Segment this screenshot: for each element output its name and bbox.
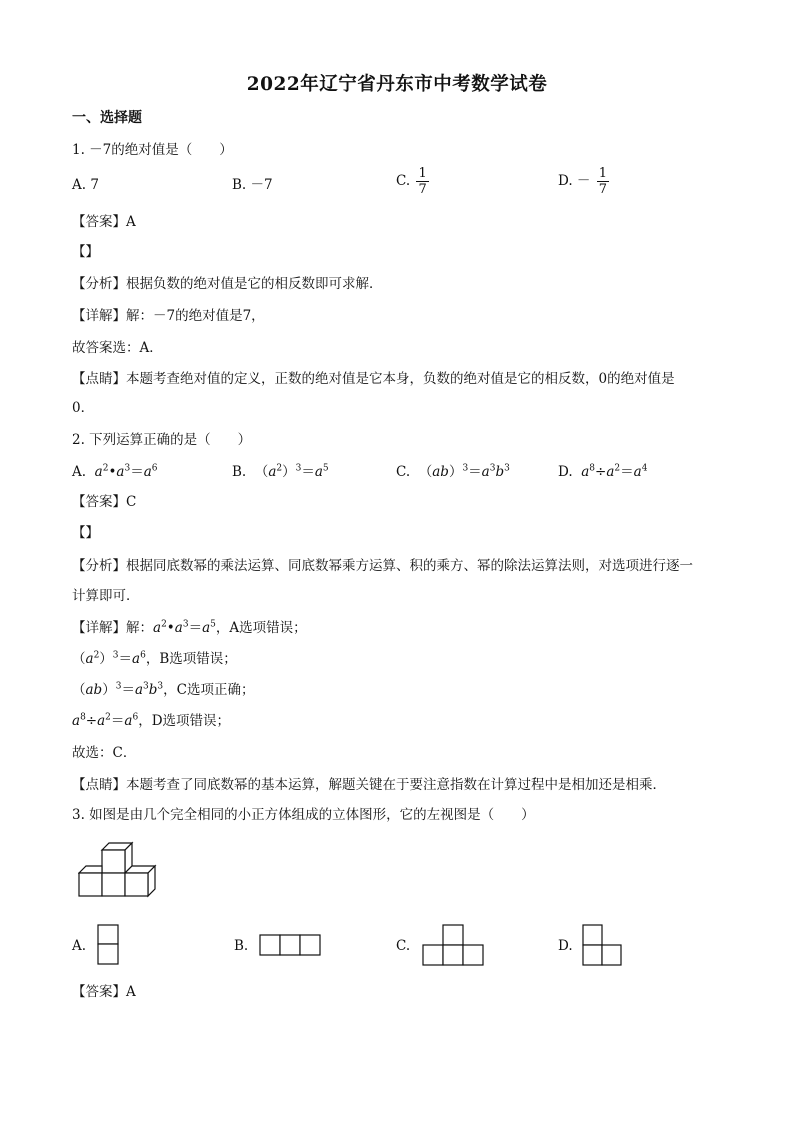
fraction-denominator: 7 [598,182,608,197]
q2-option-c-expr: $(ab)^3=a^3b^3$ [414,463,510,480]
q2-option-d-label: D. [558,464,573,480]
q3-option-c-label: C. [396,938,411,954]
q3-option-d-label: D. [558,938,573,954]
q1-analysis: 【分析】根据负数的绝对值是它的相反数即可求解． [72,276,383,292]
q1-answer: 【答案】A [72,214,136,230]
q1-option-c-label: C. [396,173,411,189]
q2-detail-4-suffix: ，D选项错误； [138,713,231,729]
q1-comment: 【点睛】本题考查绝对值的定义，正数的绝对值是它本身，负数的绝对值是它的相反数，0的绝对值是 [72,371,675,387]
q2-detail-2: $(a^2)^3=a^6$，B选项错误； [72,650,237,667]
q3-answer: 【答案】A [72,984,136,1000]
q2-answer: 【答案】C [72,494,137,510]
q1-conclusion: 故答案选：A． [72,340,163,356]
q1-option-c [396,166,431,197]
q1-option-d-label: D. － [558,173,591,189]
q2-detail-1-suffix: ，A选项错误； [215,620,307,636]
section-heading: 一、选择题 [72,110,142,126]
q2-comment: 【点睛】本题考查了同底数幂的基本运算，解题关键在于要注意指数在计算过程中是相加还是相乘． [72,777,666,793]
q2-detail-1: 【详解】解：$a^2•a^3=a^5$，A选项错误； [72,619,307,636]
q2-option-d [558,462,647,482]
q3-option-b-label: B. [234,938,249,954]
q2-bracket: 【】 [72,525,99,541]
q2-detail-2-suffix: ，B选项错误； [145,651,237,667]
q1-option-d [558,166,611,197]
q1-option-b: B. －7 [232,177,273,193]
q1-option-c-fraction [416,166,428,197]
q2-option-a-expr: $a^2•a^3=a^6$ [94,463,158,480]
q2-option-b-label: B. [232,464,247,480]
q1-option-a: A. 7 [72,177,99,193]
q2-analysis: 【分析】根据同底数幂的乘法运算、同底数幂乘方运算、积的乘方、幂的除法运算法则，对选项进行逐一 [72,558,693,574]
q3-option-b-figure [259,934,323,958]
q1-detail: 【详解】解：－7的绝对值是7， [72,308,265,324]
q2-option-d-expr: $a^8\div a^2=a^4$ [581,463,648,480]
q3-option-d-figure [582,924,624,967]
page-title: 2022年辽宁省丹东市中考数学试卷 [246,74,548,95]
fraction-numerator: 1 [418,166,427,181]
q3-option-a-label: A. [72,938,87,954]
q2-option-b-expr: $(a^2)^3=a^5$ [250,463,329,480]
q1-comment-cont: 0． [72,400,95,416]
q3-stem: 3. 如图是由几个完全相同的小正方体组成的立体图形，它的左视图是（ ） [72,807,535,823]
q1-option-d-fraction [597,166,609,197]
q2-analysis-cont: 计算即可． [72,588,140,604]
q2-detail-prefix: 【详解】解： [72,620,153,636]
q1-bracket: 【】 [72,244,99,260]
q2-detail-3-suffix: ，C选项正确； [163,682,255,698]
q2-option-a-label: A. [72,464,87,480]
q2-conclusion: 故选：C． [72,745,137,761]
q3-option-c-figure [422,924,486,967]
q2-option-c [396,462,510,482]
fraction-numerator: 1 [598,166,608,181]
q1-stem: 1. －7的绝对值是（ ） [72,142,233,158]
q2-detail-3: $(ab)^3=a^3b^3$，C选项正确； [72,681,255,698]
q2-option-c-label: C. [396,464,411,480]
q2-option-b [232,462,329,482]
q2-option-a [72,462,158,482]
fraction-denominator: 7 [418,182,427,197]
q2-detail-4: $a^8\div a^2=a^6$，D选项错误； [72,712,231,729]
q3-option-a-figure [97,924,121,966]
q2-stem: 2. 下列运算正确的是（ ） [72,432,252,448]
cube-stack-figure [78,840,160,898]
